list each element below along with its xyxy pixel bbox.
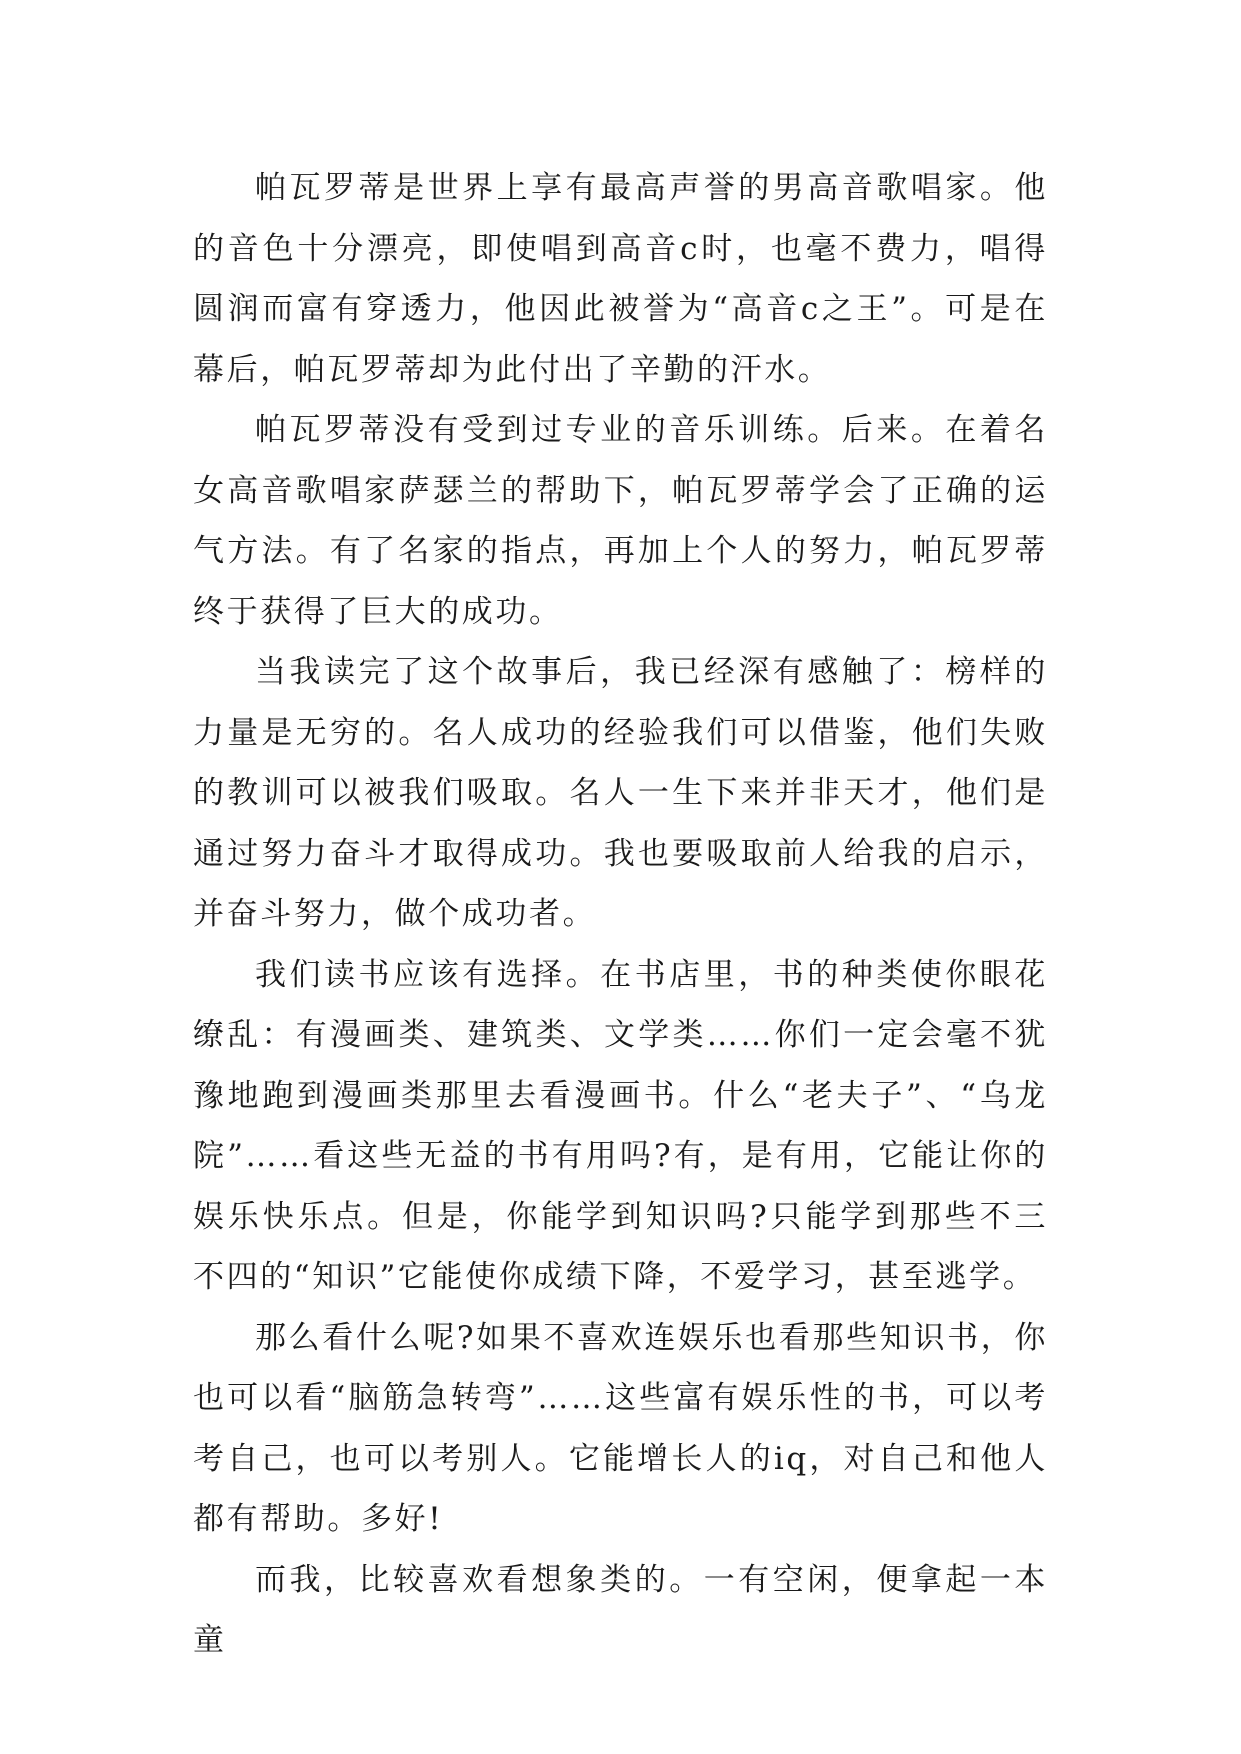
paragraph-5: 那么看什么呢?如果不喜欢连娱乐也看那些知识书，你也可以看“脑筋急转弯”……这些富有娱乐性的书，可以考考自己，也可以考别人。它能增长人的iq，对自己和他人都有帮助。多好! [193,1319,1048,1537]
paragraph-4: 我们读书应该有选择。在书店里，书的种类使你眼花缭乱：有漫画类、建筑类、文学类……你们一定会毫不犹豫地跑到漫画类那里去看漫画书。什么“老夫子”、“乌龙院”……看这些无益的书有用吗?有，是有用，它能让你的娱乐快乐点。但是，你能学到知识吗?只能学到那些不三不四的“知识”它能使你成绩下降，不爱学习，甚至逃学。 [193,956,1048,1295]
paragraph-3: 当我读完了这个故事后，我已经深有感触了：榜样的力量是无穷的。名人成功的经验我们可以借鉴，他们失败的教训可以被我们吸取。名人一生下来并非天才，他们是通过努力奋斗才取得成功。我也要吸取前人给我的启示，并奋斗努力，做个成功者。 [193,654,1048,932]
paragraph-1: 帕瓦罗蒂是世界上享有最高声誉的男高音歌唱家。他的音色十分漂亮，即使唱到高音c时，也毫不费力，唱得圆润而富有穿透力，他因此被誉为“高音c之王”。可是在幕后，帕瓦罗蒂却为此付出了辛勤的汗水。 [193,170,1048,388]
document-body [193,158,1048,1671]
paragraph-6: 而我，比较喜欢看想象类的。一有空闲，便拿起一本童 [193,1561,1048,1658]
paragraph-2: 帕瓦罗蒂没有受到过专业的音乐训练。后来。在着名女高音歌唱家萨瑟兰的帮助下，帕瓦罗蒂学会了正确的运气方法。有了名家的指点，再加上个人的努力，帕瓦罗蒂终于获得了巨大的成功。 [193,412,1048,630]
